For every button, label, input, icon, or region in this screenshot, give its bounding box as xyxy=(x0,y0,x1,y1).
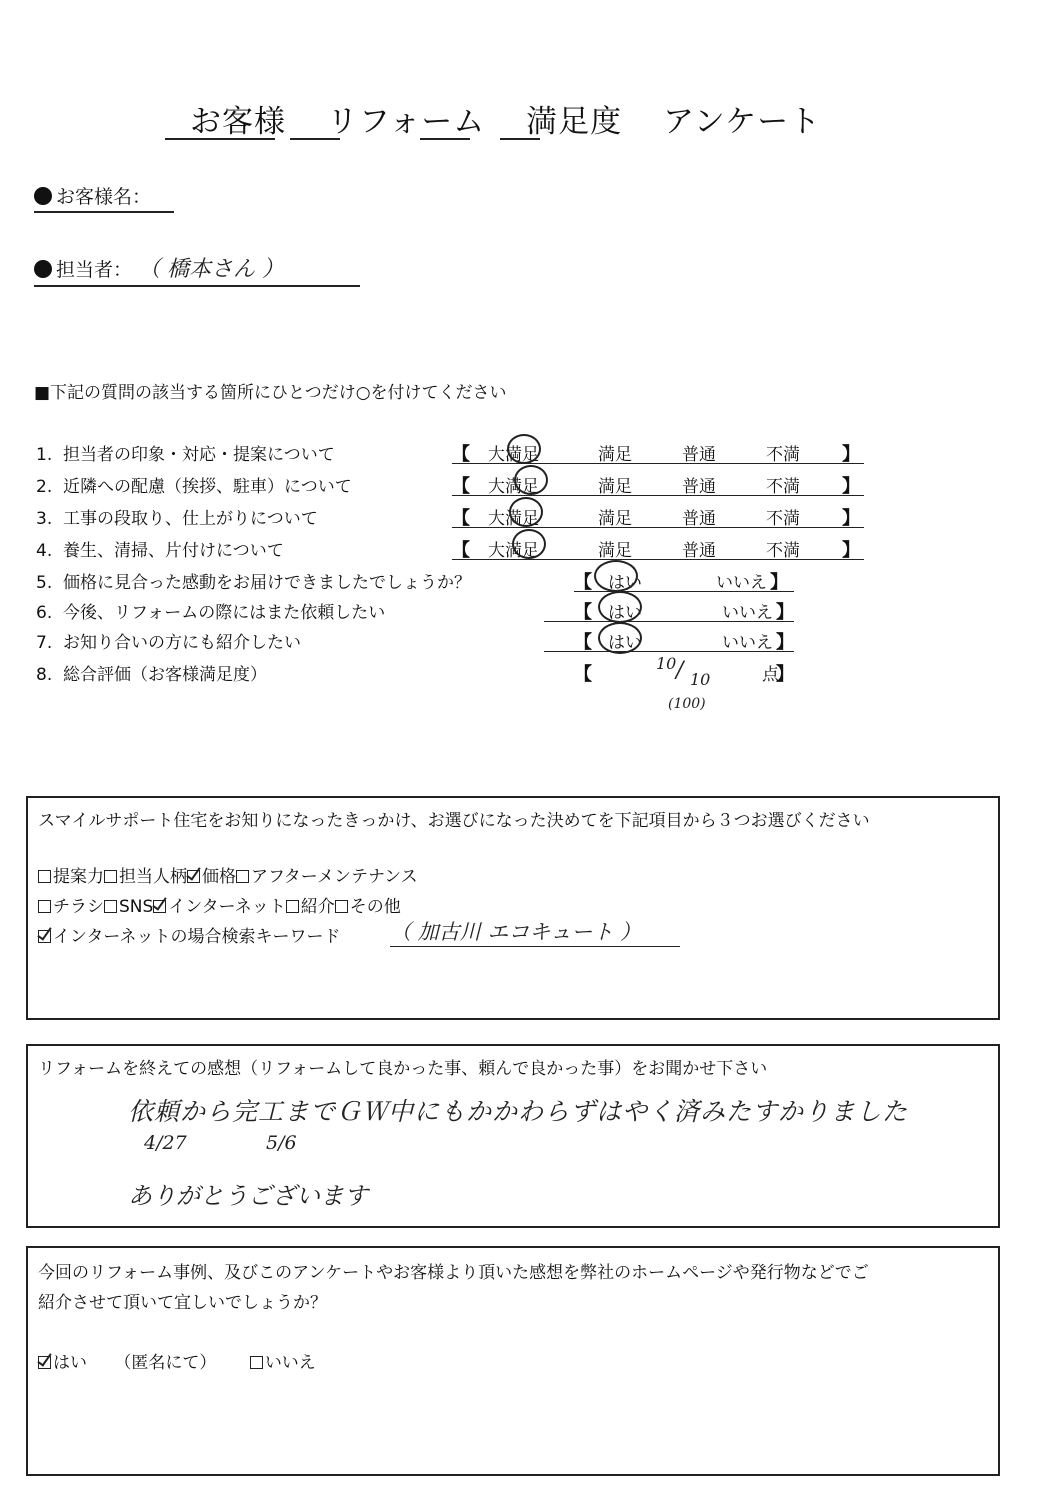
score-unit: 点 xyxy=(762,665,779,685)
option-dissatisfied[interactable]: 不満 xyxy=(766,477,800,497)
option-no[interactable]: いいえ xyxy=(716,573,767,593)
checkbox-permission-no[interactable] xyxy=(250,1356,263,1369)
option-satisfied[interactable]: 満足 xyxy=(598,445,632,465)
question-1: 1. 担当者の印象・対応・提案について xyxy=(36,445,335,465)
question-7: 7. お知り合いの方にも紹介したい xyxy=(36,633,302,653)
permission-yes-label: はい xyxy=(53,1353,87,1373)
keyword-label: インターネットの場合検索キーワード xyxy=(53,927,341,947)
impressions-box xyxy=(26,1044,1000,1228)
checkbox-internet[interactable] xyxy=(153,900,166,913)
permission-line-1: 今回のリフォーム事例、及びこのアンケートやお客様より頂いた感想を弊社のホームページや発行物などでご xyxy=(38,1263,869,1283)
option-very-satisfied[interactable]: 大満足 xyxy=(488,541,539,561)
option-normal[interactable]: 普通 xyxy=(682,445,716,465)
option-normal[interactable]: 普通 xyxy=(682,477,716,497)
option-satisfied[interactable]: 満足 xyxy=(598,541,632,561)
source-row-2: チラシ SNS インターネット 紹介 その他 xyxy=(38,892,401,917)
checkbox-flyer[interactable] xyxy=(38,900,51,913)
option-dissatisfied[interactable]: 不満 xyxy=(766,541,800,561)
question-4: 4. 養生、清掃、片付けについて xyxy=(36,541,284,561)
option-yes[interactable]: はい xyxy=(608,633,642,653)
impressions-box-header: リフォームを終えての感想（リフォームして良かった事、頼んで良かった事）をお聞かせ下さい xyxy=(38,1059,768,1079)
permission-anonymous-label: （匿名にて） xyxy=(114,1353,217,1373)
staff-label: 担当者： xyxy=(56,259,133,281)
instructions: ■下記の質問の該当する箇所にひとつだけ○を付けてください xyxy=(34,383,507,403)
source-row-keyword xyxy=(38,922,340,947)
customer-name-label: お客様名： xyxy=(56,186,152,208)
title-underline-2 xyxy=(290,138,340,140)
checkbox-price[interactable] xyxy=(187,870,200,883)
staff-field xyxy=(34,252,360,287)
survey-title xyxy=(190,96,821,141)
checkbox-sns[interactable] xyxy=(104,900,117,913)
score-slash: / xyxy=(676,658,684,683)
checkbox-proposal[interactable] xyxy=(38,870,51,883)
checkbox-internet-keyword[interactable] xyxy=(38,930,51,943)
score-note: (100) xyxy=(668,696,706,712)
impressions-date-end: 5/6 xyxy=(266,1132,297,1154)
customer-name-field xyxy=(34,182,174,213)
option-normal[interactable]: 普通 xyxy=(682,541,716,561)
impressions-line-1: 依頼から完工までＧＷ中にもかかわらずはやく済みたすかりました xyxy=(128,1097,909,1126)
answer-circle xyxy=(598,622,642,654)
source-box xyxy=(26,796,1000,1020)
option-no[interactable]: いいえ xyxy=(722,603,773,623)
title-part-satisfaction: 満足度 xyxy=(526,104,623,140)
bullet-icon xyxy=(34,260,52,278)
title-underline-3 xyxy=(420,138,470,140)
answer-circle xyxy=(512,529,546,559)
title-part-customer: お客様 xyxy=(190,104,286,140)
answer-circle xyxy=(514,465,548,495)
title-underline-1 xyxy=(165,138,275,140)
title-part-questionnaire: アンケート xyxy=(663,104,822,140)
score-numerator: 10 xyxy=(656,654,677,673)
option-very-satisfied[interactable]: 大満足 xyxy=(488,477,539,497)
answer-circle xyxy=(507,434,541,464)
answer-circle xyxy=(598,591,642,623)
keyword-value: （ 加古川 エコキュート ） xyxy=(390,916,680,947)
option-very-satisfied[interactable]: 大満足 xyxy=(488,509,539,529)
impressions-line-2: ありがとうございます xyxy=(128,1182,368,1210)
option-dissatisfied[interactable]: 不満 xyxy=(766,445,800,465)
permission-options xyxy=(38,1348,316,1373)
option-very-satisfied[interactable]: 大満足 xyxy=(488,445,539,465)
option-satisfied[interactable]: 満足 xyxy=(598,477,632,497)
bullet-icon xyxy=(34,187,52,205)
option-satisfied[interactable]: 満足 xyxy=(598,509,632,529)
option-no[interactable]: いいえ xyxy=(722,633,773,653)
option-normal[interactable]: 普通 xyxy=(682,509,716,529)
checkbox-other[interactable] xyxy=(335,900,348,913)
title-underline-4 xyxy=(500,138,540,140)
question-2: 2. 近隣への配慮（挨拶、駐車）について xyxy=(36,477,352,497)
impressions-date-start: 4/27 xyxy=(144,1132,187,1154)
question-3: 3. 工事の段取り、仕上がりについて xyxy=(36,509,318,529)
permission-no-label: いいえ xyxy=(264,1353,316,1373)
answer-circle xyxy=(509,497,543,527)
permission-line-2: 紹介させて頂いて宜しいでしょうか？ xyxy=(38,1293,327,1313)
option-yes[interactable]: はい xyxy=(608,573,642,593)
source-row-1: 提案力 担当人柄 価格 アフターメンテナンス xyxy=(38,862,418,887)
checkbox-referral[interactable] xyxy=(286,900,299,913)
staff-value: （ 橋本さん ） xyxy=(138,257,285,282)
permission-box xyxy=(26,1246,1000,1476)
answer-circle xyxy=(594,560,638,592)
checkbox-permission-yes[interactable] xyxy=(38,1356,51,1369)
option-yes[interactable]: はい xyxy=(608,603,642,623)
option-dissatisfied[interactable]: 不満 xyxy=(766,509,800,529)
score-denominator: 10 xyxy=(690,670,711,689)
checkbox-after-maintenance[interactable] xyxy=(236,870,249,883)
source-box-header: スマイルサポート住宅をお知りになったきっかけ、お選びになった決めてを下記項目から３つお選びください xyxy=(38,811,870,831)
question-5: 5. 価格に見合った感動をお届けできましたでしょうか？ xyxy=(36,573,472,593)
question-8: 8. 総合評価（お客様満足度） xyxy=(36,665,268,685)
checkbox-staff-personality[interactable] xyxy=(104,870,117,883)
title-part-reform: リフォーム xyxy=(326,104,486,140)
question-6: 6. 今後、リフォームの際にはまた依頼したい xyxy=(36,603,386,623)
